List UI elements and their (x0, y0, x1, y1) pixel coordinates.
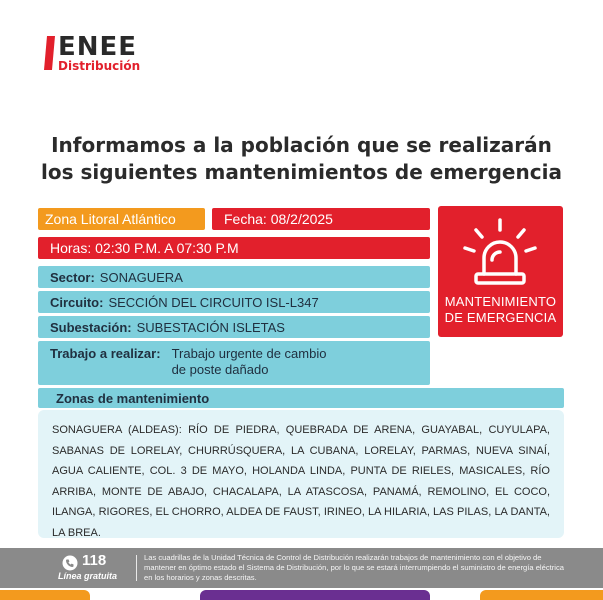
hours-badge: Horas: 02:30 P.M. A 07:30 P.M (38, 237, 430, 259)
substation-value: SUBESTACIÓN ISLETAS (136, 319, 285, 335)
enee-logo (44, 34, 174, 74)
bottom-color-bar (0, 588, 603, 600)
bottom-bar-orange-left (0, 590, 90, 600)
zone-badge: Zona Litoral Atlántico (38, 208, 205, 230)
circuit-label: Circuito: (50, 294, 104, 310)
page-title (0, 132, 603, 186)
sector-row (38, 266, 430, 288)
work-label: Trabajo a realizar: (50, 346, 161, 361)
bottom-bar-purple (200, 590, 430, 600)
phone-icon (62, 555, 78, 571)
logo-mark-icon (44, 36, 56, 70)
footer-notice: Las cuadrillas de la Unidad Técnica de Control de Distribución realizarán trabajos de mantenimiento con el objetivo de mantener en óptimo estado el Sistema de Distribución, por lo que se estará interrumpiendo el suministro de energía eléctrica en los horarios y zonas descritas. (144, 553, 564, 582)
siren-icon (460, 216, 540, 288)
emergency-line-1: MANTENIMIENTO (444, 294, 557, 309)
emergency-label (438, 294, 563, 326)
emergency-card (438, 206, 563, 337)
sector-value: SONAGUERA (99, 269, 183, 285)
zones-header: Zonas de mantenimiento (38, 388, 564, 408)
work-row (38, 341, 430, 385)
logo-subtitle: Distribución (58, 59, 141, 73)
footer (0, 548, 603, 588)
substation-row (38, 316, 430, 338)
date-badge: Fecha: 08/2/2025 (212, 208, 430, 230)
headline-line-1: Informamos a la población que se realizarán (51, 133, 552, 157)
emergency-line-2: DE EMERGENCIA (444, 310, 557, 325)
logo-word: ENEE (58, 32, 138, 62)
sector-label: Sector: (50, 269, 95, 285)
substation-label: Subestación: (50, 319, 132, 335)
circuit-value: SECCIÓN DEL CIRCUITO ISL-L347 (108, 294, 319, 310)
hotline-number: 118 (82, 552, 107, 569)
hotline (56, 552, 128, 586)
footer-divider (136, 555, 137, 581)
circuit-row (38, 291, 430, 313)
work-value: Trabajo urgente de cambio de poste dañado (171, 346, 327, 377)
headline-line-2: los siguientes mantenimientos de emergencia (41, 160, 562, 184)
bottom-bar-orange-right (480, 590, 603, 600)
hotline-label: Línea gratuita (58, 571, 118, 581)
zones-list: SONAGUERA (ALDEAS): RÍO DE PIEDRA, QUEBRADA DE ARENA, GUAYABAL, CUYULAPA, SABANAS DE LORELAY, CHURRÚSQUERA, LA CUBANA, LORELAY, PARMAS, NUEVA SINAÍ, AGUA CALIENTE, COL. 3 DE MAYO, HOLANDA LINDA, PUNTA DE RIELES, MASICALES, RÍO ARRIBA, MONTE DE ABAJO, CHACALAPA, LA ATASCOSA, PANAMÁ, REMOLINO, EL COCO, ILANGA, RIGORES, EL CHORRO, ALDEA DE FAUST, IRINEO, LA HILARIA, LAS PILAS, LA DANTA, LA BREA. (38, 410, 564, 538)
